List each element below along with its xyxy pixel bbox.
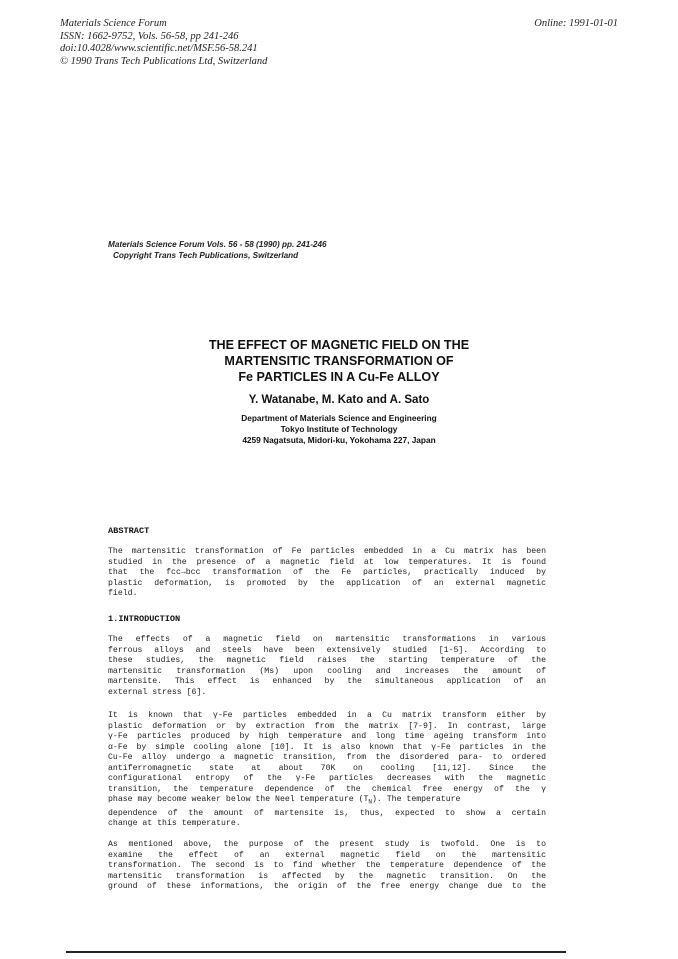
text-line: martensite. This effect is enhanced by the simultaneous application of an <box>108 677 546 687</box>
text-line: The martensitic transformation of Fe particles embedded in a Cu matrix has been <box>108 547 546 556</box>
affiliation-dept: Department of Materials Science and Engineering <box>241 413 437 423</box>
text-line: transition, the temperature dependence of the chemical free energy of the γ <box>108 784 546 794</box>
text-line: ground of these informations, the origin of the free energy change due to the <box>108 882 546 892</box>
text-line: dependence of the amount of martensite is, thus, expected to show a certain <box>108 808 546 818</box>
text-fragment: phase may become weaker below the Neel temperature (T <box>108 795 369 805</box>
text-line: It is known that γ-Fe particles embedded in a Cu matrix transform either by <box>108 711 546 720</box>
text-line: configurational entropy of the γ-Fe particles decreases with the magnetic <box>108 774 546 784</box>
affiliation-addr: 4259 Nagatsuta, Midori-ku, Yokohama 227, Japan <box>242 434 436 445</box>
text-line: that the fcc→bcc transformation of the Fe particles, practically induced by <box>108 568 546 578</box>
forum-vols: Materials Science Forum Vols. 56 - 58 (1990) pp. 241-246 <box>108 240 327 249</box>
intro-paragraph-1 <box>108 635 546 698</box>
copyright-line: © 1990 Trans Tech Publications Ltd, Switzerland <box>60 55 268 67</box>
text-line: martensitic transformation (Ms) upon cooling and increases the amount of <box>108 666 546 676</box>
text-line: external stress [6]. <box>108 687 207 697</box>
paper-title <box>0 337 678 385</box>
journal-name: Materials Science Forum <box>60 18 167 29</box>
text-line: transformation. The second is to find whether the temperature dependence of the <box>108 861 546 871</box>
text-line: α-Fe by simple cooling alone [10]. It is also known that γ-Fe particles in the <box>108 742 546 752</box>
text-line: examine the effect of an external magnetic field on the martensitic <box>108 850 546 860</box>
text-line: ferrous alloys and steels have been extensively studied [1-5]. According to <box>108 645 546 655</box>
text-line: plastic deformation or by extraction from the matrix [7-9]. In contrast, large <box>108 721 546 731</box>
affiliation <box>0 413 678 445</box>
text-line: field. <box>108 589 138 599</box>
text-line: martensitic transformation is affected by the magnetic transition. On the <box>108 871 546 881</box>
intro-paragraph-3 <box>108 840 546 893</box>
text-line: Cu-Fe alloy undergo a magnetic transition, from the disordered para- to ordered <box>108 753 546 763</box>
intro-paragraph-2 <box>108 711 546 830</box>
online-date: Online: 1991-01-01 <box>534 18 618 29</box>
text-line: antiferromagnetic state at about 70K on cooling [11,12]. Since the <box>108 763 546 773</box>
abstract-paragraph <box>108 547 546 600</box>
title-line-1: THE EFFECT OF MAGNETIC FIELD ON THE <box>208 338 470 352</box>
text-line: The effects of a magnetic field on martensitic transformations in various <box>108 635 546 644</box>
doi-line: doi:10.4028/www.scientific.net/MSF.56-58.241 <box>60 43 258 54</box>
text-line: γ-Fe particles produced by high temperature and long time ageing transform into <box>108 732 546 742</box>
journal-header <box>60 18 267 68</box>
text-fragment: ). The temperature <box>372 795 461 805</box>
title-line-3: Fe PARTICLES IN A Cu-Fe ALLOY <box>238 370 440 384</box>
text-line: change at this temperature. <box>108 819 241 829</box>
forum-copyright: Copyright Trans Tech Publications, Switzerland <box>113 251 299 260</box>
introduction-heading: 1.INTRODUCTION <box>108 614 181 624</box>
text-line: As mentioned above, the purpose of the present study is twofold. One is to <box>108 840 546 849</box>
title-line-2: MARTENSITIC TRANSFORMATION OF <box>224 354 454 368</box>
forum-note <box>108 239 327 261</box>
issn-line: ISSN: 1662-9752, Vols. 56-58, pp 241-246 <box>60 30 239 42</box>
abstract-heading: ABSTRACT <box>108 526 150 536</box>
subscript-n: N <box>368 799 373 807</box>
text-line: plastic deformation, is promoted by the application of an external magnetic <box>108 578 546 588</box>
affiliation-inst: Tokyo Institute of Technology <box>280 423 398 434</box>
text-line: studied in the presence of a magnetic field at low temperatures. It is found <box>108 557 546 567</box>
text-line-neel <box>108 795 546 808</box>
authors: Y. Watanabe, M. Kato and A. Sato <box>248 394 430 406</box>
text-line: these studies, the magnetic field raises the starting temperature of the <box>108 656 546 666</box>
footer-rule <box>66 951 566 953</box>
